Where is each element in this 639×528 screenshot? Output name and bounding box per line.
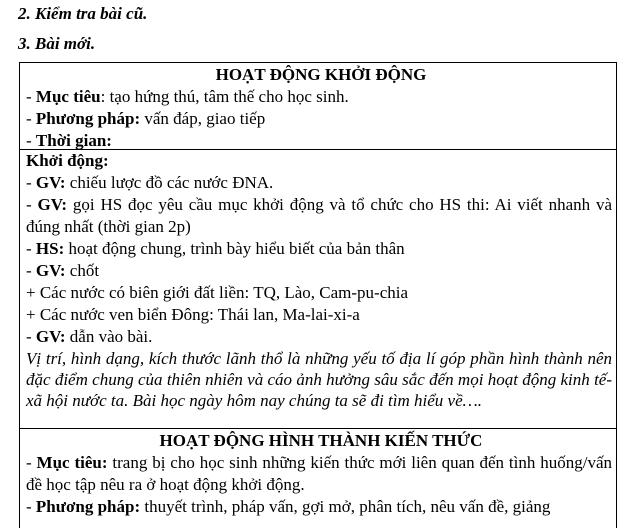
warmup-method: - Phương pháp: vấn đáp, giao tiếp <box>26 109 266 128</box>
gv4-text: dẫn vào bài. <box>65 327 153 346</box>
gv2-label: GV: <box>37 195 68 214</box>
gv3-text: chốt <box>65 261 100 280</box>
knowledge-method: - Phương pháp: thuyết trình, pháp vấn, gợi mở, phân tích, nêu vấn đề, giảng <box>26 497 551 516</box>
warmup-objective-label: Mục tiêu <box>35 87 101 106</box>
gv1-label: GV: <box>35 173 66 192</box>
start-gv2: - GV: gọi HS đọc yêu cầu mục khởi động và tổ chức cho HS thi: Ai viết nhanh và đúng nhất (thời gian 2p) <box>26 195 612 236</box>
knowledge-title: HOẠT ĐỘNG HÌNH THÀNH KIẾN THỨC <box>159 431 483 450</box>
gv1-text: chiếu lược đồ các nước ĐNA. <box>65 173 274 192</box>
start-gv1: - GV: chiếu lược đồ các nước ĐNA. <box>26 173 274 192</box>
hs-label: HS: <box>35 239 65 258</box>
gv4-label: GV: <box>35 327 66 346</box>
knowledge-objective: - Mục tiêu: trang bị cho học sinh những kiến thức mới liên quan đến tình huống/vấn đề học tập nêu ra ở hoạt động khởi động. <box>26 453 613 494</box>
knowledge-method-label: Phương pháp: <box>35 497 141 516</box>
warmup-time: - Thời gian: <box>26 131 112 150</box>
gv3-label: GV: <box>35 261 66 280</box>
start-hs: - HS: hoạt động chung, trình bày hiểu biết của bản thân <box>26 239 405 258</box>
knowledge-method-text: thuyết trình, pháp vấn, gợi mở, phân tích, nêu vấn đề, giảng <box>140 497 551 516</box>
start-title: Khởi động: <box>26 151 109 170</box>
knowledge-objective-text: trang bị cho học sinh những kiến thức mới liên quan đến tình huống/vấn đề học tập nêu ra ở hoạt động khởi động. <box>26 453 613 494</box>
start-activity-box <box>19 149 617 429</box>
gv2-text: gọi HS đọc yêu cầu mục khởi động và tổ chức cho HS thi: Ai viết nhanh và đúng nhất (thời gian 2p) <box>26 195 612 236</box>
start-gv4: - GV: dẫn vào bài. <box>26 327 153 346</box>
warmup-title: HOẠT ĐỘNG KHỞI ĐỘNG <box>215 65 427 84</box>
start-plus2: + Các nước ven biển Đông: Thái lan, Ma-lai-xi-a <box>26 305 360 324</box>
start-gv3: - GV: chốt <box>26 261 100 280</box>
warmup-time-label: Thời gian: <box>35 131 112 150</box>
warmup-activity-box <box>19 62 617 150</box>
warmup-objective-text: : tạo hứng thú, tâm thế cho học sinh. <box>100 87 349 106</box>
heading-check-old: 2. Kiểm tra bài cũ. <box>18 4 148 23</box>
start-plus1: + Các nước có biên giới đất liền: TQ, Lào, Cam-pu-chia <box>26 283 409 302</box>
knowledge-activity-box <box>19 428 617 528</box>
warmup-method-text: vấn đáp, giao tiếp <box>140 109 266 128</box>
knowledge-objective-label: Mục tiêu: <box>36 453 108 472</box>
warmup-objective: - Mục tiêu: tạo hứng thú, tâm thế cho học sinh. <box>26 87 349 106</box>
heading-new-lesson: 3. Bài mới. <box>18 34 96 53</box>
start-intro: Vị trí, hình dạng, kích thước lãnh thổ là những yếu tố địa lí góp phần hình thành nên đặc điểm chung của thiên nhiên và cáo ảnh hưởng sâu sắc đến mọi hoạt động kinh tế- xã hội nước ta. Bài học ngày hôm nay chúng ta sẽ đi tìm hiểu về…. <box>26 349 612 410</box>
warmup-method-label: Phương pháp: <box>35 109 141 128</box>
hs-text: hoạt động chung, trình bày hiểu biết của bản thân <box>64 239 405 258</box>
